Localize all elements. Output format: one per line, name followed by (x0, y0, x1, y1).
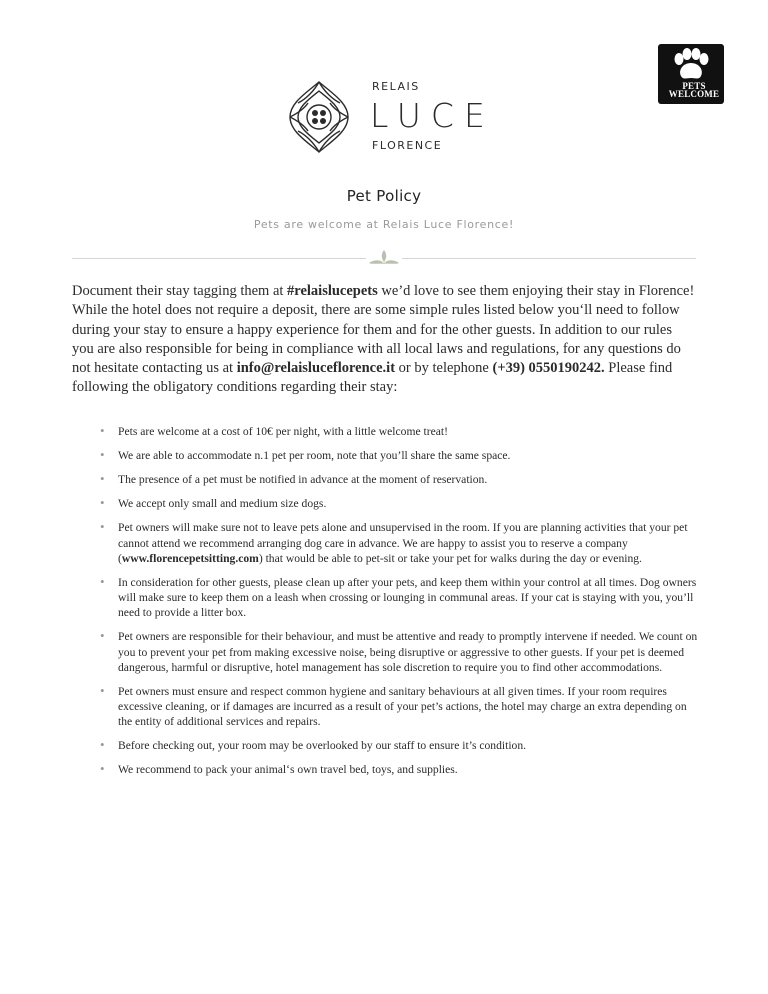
hashtag: #relaislucepets (287, 283, 378, 299)
intro-paragraph-1: Document their stay tagging them at #relaislucepets we’d love to see them enjoying their stay in Florence! (72, 283, 695, 299)
bullet: • (100, 573, 105, 589)
list-item: • Pet owners will make sure not to leave pets alone and unsupervised in the room. If you are planning activities that your pet cannot attend we recommend arranging dog care in advance. We are happy to assist you to reserve a company (www.florencepetsitting.com) that would be able to pet-sit or take your pet for walks during the day or evening. (100, 519, 688, 565)
page-title: Pet Policy (346, 187, 422, 205)
rules-list (100, 424, 700, 787)
list-item: • We are able to accommodate n.1 pet per room, note that you’ll share the same space. (100, 447, 511, 463)
brand-name: LUCE (370, 96, 495, 135)
leaf-ornament-icon (368, 248, 400, 268)
contact-email[interactable]: info@relaisluceflorence.it (236, 360, 396, 377)
list-item: • Pets are welcome at a cost of 10€ per night, with a little welcome treat! (100, 423, 448, 438)
list-item: • In consideration for other guests, please clean up after your pets, and keep them within your control at all times. Dog owners will make sure to keep them on a leash when crossing or lounging in communal areas. If your cat is staying with you, you’ll need to provide a litter box. (100, 573, 697, 620)
badge-line-pets: PETS (682, 81, 706, 91)
pets-welcome-badge (658, 44, 724, 104)
divider-right (402, 258, 696, 259)
list-item: • The presence of a pet must be notified in advance at the moment of reservation. (100, 471, 488, 487)
bullet: • (100, 682, 105, 698)
bullet: • (100, 495, 105, 511)
brand-relais: RELAIS (372, 80, 420, 93)
list-item: • Pet owners are responsible for their behaviour, and must be attentive and ready to promptly intervene if needed. We count on you to prevent your pet from making excessive noise, being disruptive or aggressive to other guests. If your pet is deemed dangerous, harmful or disruptive, hotel management has sole discretion to require you to find other accommodations. (100, 628, 698, 674)
bullet: • (100, 519, 105, 535)
bullet: • (100, 471, 105, 487)
intro-paragraph-2: While the hotel does not require a deposit, there are some simple rules listed below you‘ll need to follow during your stay to ensure a happy experience for them and for the other guests. In addition to our rules you are also responsible for being in compliance with all local laws and regulations, for any questions do not hesitate contacting us at info@relaisluceflorence.it or by telephone (+39) 0550190242. Please find following the obligatory conditions regarding their stay: (72, 302, 681, 396)
bullet: • (100, 423, 105, 438)
relais-luce-emblem-icon (284, 79, 354, 155)
divider-left (72, 258, 366, 259)
paw-icon (671, 48, 711, 82)
bullet: • (100, 447, 105, 463)
petsitting-link[interactable]: www.florencepetsitting.com (121, 551, 259, 565)
bullet: • (100, 761, 105, 777)
list-item: • We accept only small and medium size dogs. (100, 495, 327, 511)
contact-phone[interactable]: (+39) 0550190242. (492, 360, 605, 377)
page-subtitle: Pets are welcome at Relais Luce Florence! (253, 218, 515, 231)
list-item: • Before checking out, your room may be overlooked by our staff to ensure it’s condition. (100, 737, 527, 753)
brand-florence: FLORENCE (372, 139, 443, 152)
bullet: • (100, 737, 105, 753)
list-item: • We recommend to pack your animal‘s own travel bed, toys, and supplies. (100, 761, 458, 777)
intro-text (72, 282, 697, 398)
bullet: • (100, 628, 105, 644)
badge-line-welcome: WELCOME (668, 89, 720, 99)
list-item: • Pet owners must ensure and respect common hygiene and sanitary behaviours at all given times. If your room requires excessive cleaning, or if damages are incurred as a result of your pet’s actions, the hotel may charge an extra depending on the entity of additional services and repairs. (100, 682, 687, 729)
